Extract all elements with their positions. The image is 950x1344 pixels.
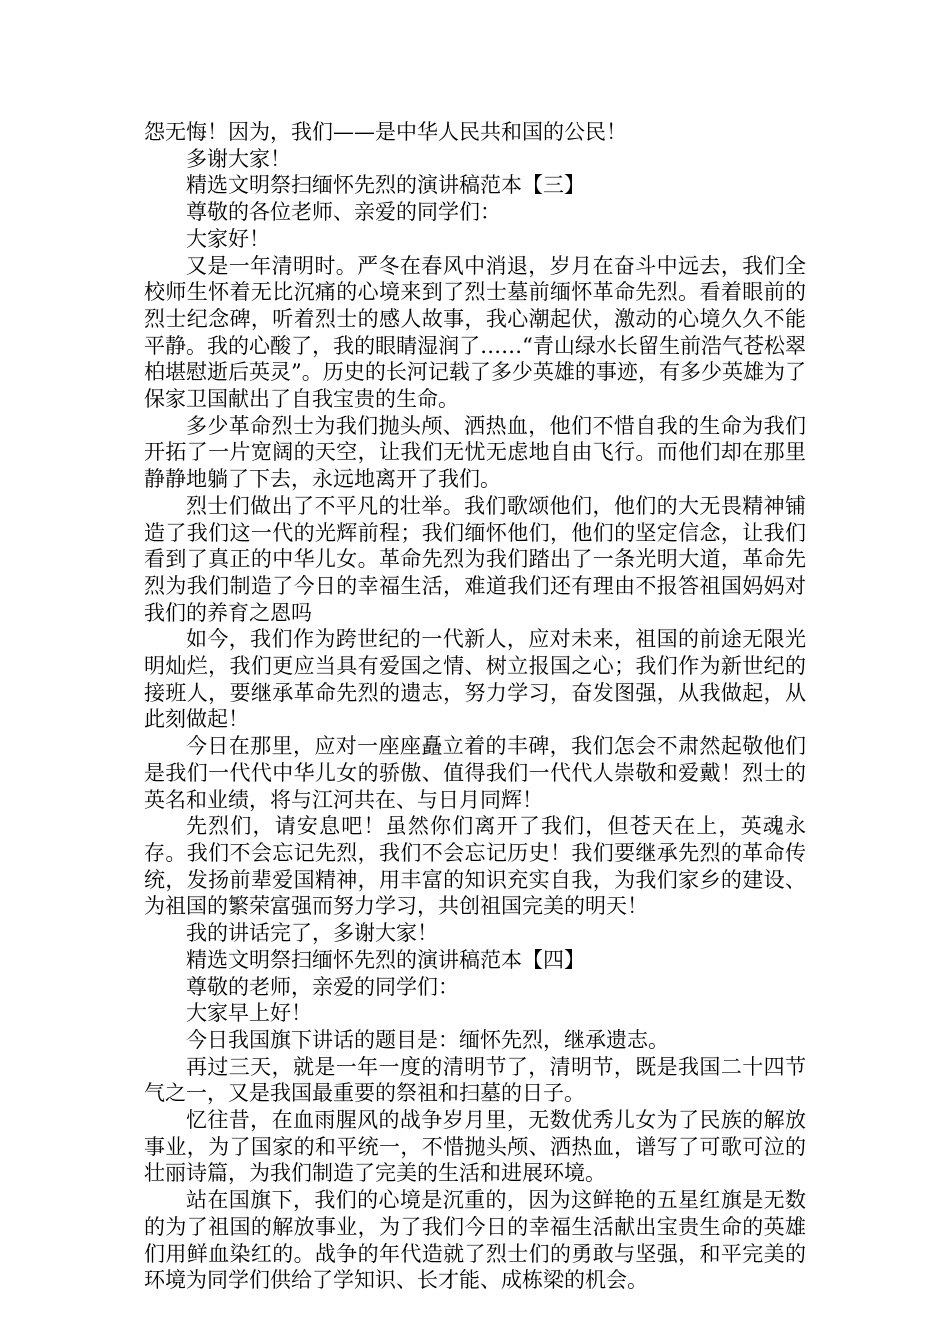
paragraph: 又是一年清明时。严冬在春风中消退，岁月在奋斗中远去，我们全校师生怀着无比沉痛的心境来到了烈士墓前缅怀革命先烈。看着眼前的烈士纪念碑，听着烈士的感人故事，我心潮起伏，激动的心境久久不能平静。我的心酸了，我的眼睛湿润了……“青山绿水长留生前浩气苍松翠柏堪慰逝后英灵”。历史的长河记载了多少英雄的事迹，有多少英雄为了保家卫国献出了自我宝贵的生命。 bbox=[144, 253, 806, 412]
paragraph: 今日在那里，应对一座座矗立着的丰碑，我们怎会不肃然起敬他们是我们一代代中华儿女的骄傲、值得我们一代代人崇敬和爱戴！烈士的英名和业绩，将与江河共在、与日月同辉！ bbox=[144, 734, 806, 812]
paragraph-continuation: 怨无悔！因为，我们——是中华人民共和国的公民！ bbox=[144, 120, 627, 144]
section-heading-four: 精选文明祭扫缅怀先烈的演讲稿范本【四】 bbox=[186, 947, 585, 972]
salutation: 尊敬的各位老师、亲爱的同学们： bbox=[186, 200, 501, 225]
closing-line: 我的讲话完了，多谢大家！ bbox=[186, 921, 438, 946]
document-body bbox=[144, 119, 806, 1294]
paragraph: 忆往昔，在血雨腥风的战争岁月里，无数优秀儿女为了民族的解放事业，为了国家的和平统一，不惜抛头颅、洒热血，谱写了可歌可泣的壮丽诗篇，为我们制造了完美的生活和进展环境。 bbox=[144, 1108, 806, 1186]
paragraph: 烈士们做出了不平凡的壮举。我们歌颂他们，他们的大无畏精神铺造了我们这一代的光辉前程；我们缅怀他们，他们的坚定信念，让我们看到了真正的中华儿女。革命先烈为我们踏出了一条光明大道，革命先烈为我们制造了今日的幸福生活，难道我们还有理由不报答祖国妈妈对我们的养育之恩吗 bbox=[144, 493, 806, 625]
greeting: 大家早上好！ bbox=[186, 1001, 312, 1026]
paragraph: 今日我国旗下讲话的题目是：缅怀先烈，继承遗志。 bbox=[186, 1027, 669, 1052]
paragraph: 多少革命烈士为我们抛头颅、洒热血，他们不惜自我的生命为我们开拓了一片宽阔的天空，让我们无忧无虑地自由飞行。而他们却在那里静静地躺了下去，永远地离开了我们。 bbox=[144, 413, 806, 492]
section-heading-three: 精选文明祭扫缅怀先烈的演讲稿范本【三】 bbox=[186, 173, 585, 198]
paragraph: 站在国旗下，我们的心境是沉重的，因为这鲜艳的五星红旗是无数的为了祖国的解放事业，为了我们今日的幸福生活献出宝贵生命的英雄们用鲜血染红的。战争的年代造就了烈士们的勇敢与坚强，和平完美的环境为同学们供给了学知识、长才能、成栋梁的机会。 bbox=[144, 1188, 806, 1293]
paragraph: 再过三天，就是一年一度的清明节了，清明节，既是我国二十四节气之一，又是我国最重要的祭祖和扫墓的日子。 bbox=[144, 1054, 806, 1106]
paragraph-thanks: 多谢大家！ bbox=[186, 146, 291, 171]
salutation: 尊敬的老师，亲爱的同学们： bbox=[186, 974, 459, 999]
greeting: 大家好！ bbox=[186, 226, 270, 251]
paragraph: 如今，我们作为跨世纪的一代新人，应对未来，祖国的前途无限光明灿烂，我们更应当具有爱国之情、树立报国之心；我们作为新世纪的接班人，要继承革命先烈的遗志，努力学习，奋发图强，从我做起，从此刻做起！ bbox=[144, 627, 806, 732]
paragraph: 先烈们，请安息吧！虽然你们离开了我们，但苍天在上，英魂永存。我们不会忘记先烈，我们不会忘记历史！我们要继承先烈的革命传统，发扬前辈爱国精神，用丰富的知识充实自我，为我们家乡的建设、为祖国的繁荣富强而努力学习，共创祖国完美的明天！ bbox=[144, 814, 806, 919]
